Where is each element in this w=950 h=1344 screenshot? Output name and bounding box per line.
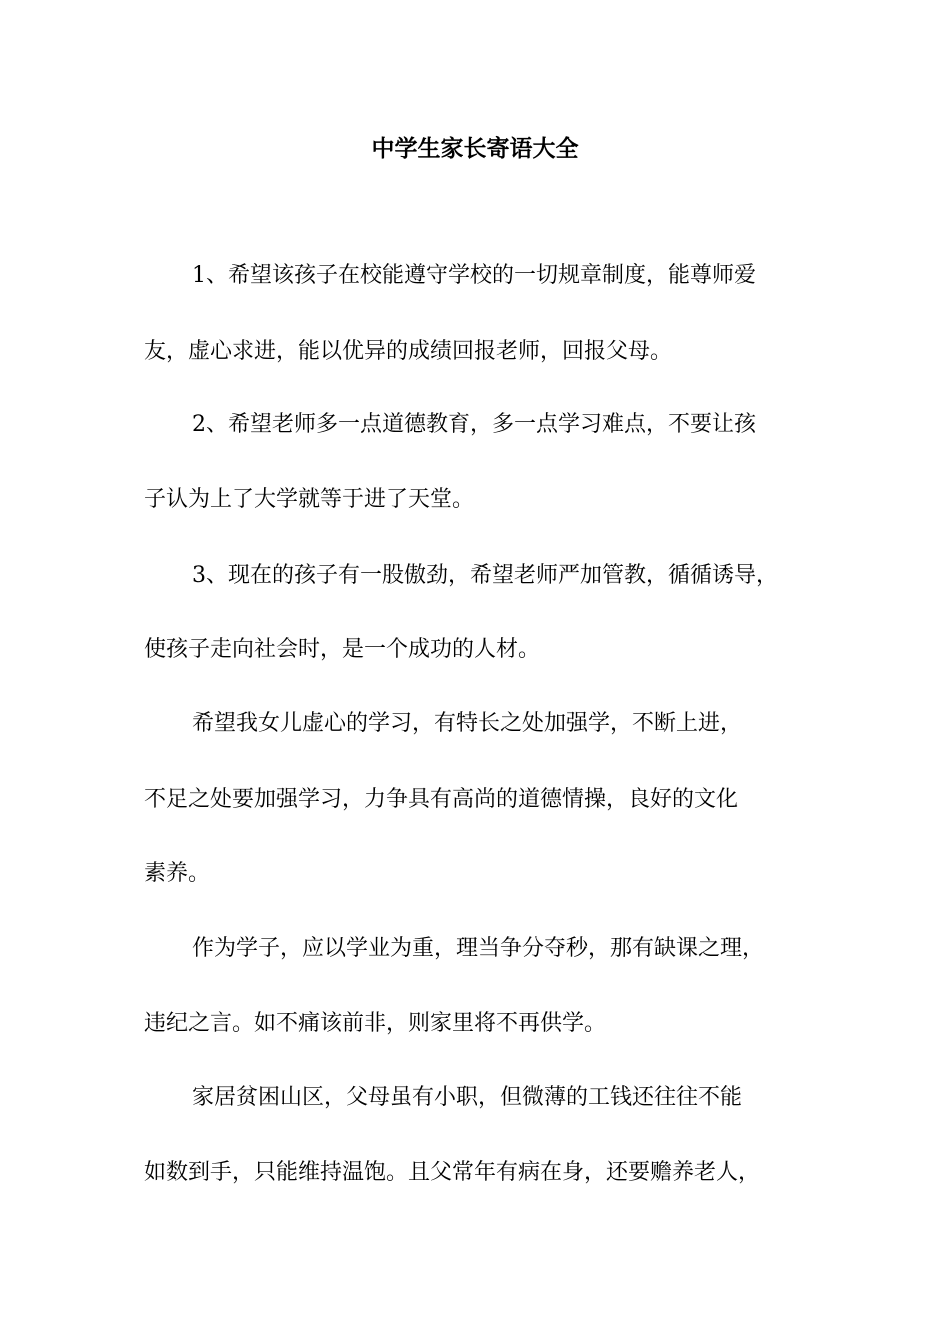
- paragraph-line: 2、希望老师多一点道德教育，多一点学习难点，不要让孩: [192, 412, 756, 437]
- paragraph-line: 子认为上了大学就等于进了天堂。: [144, 487, 475, 512]
- document-title: 中学生家长寄语大全: [371, 135, 579, 162]
- paragraph-line: 希望我女儿虚心的学习，有特长之处加强学，不断上进，: [192, 711, 743, 736]
- paragraph-line: 违纪之言。如不痛该前非，则家里将不再供学。: [144, 1011, 607, 1036]
- paragraph-line: 素养。: [144, 861, 211, 886]
- paragraph-line: 1、希望该孩子在校能遵守学校的一切规章制度，能尊师爱: [192, 263, 756, 288]
- paragraph-line: 使孩子走向社会时，是一个成功的人材。: [144, 637, 541, 662]
- paragraph-line: 3、现在的孩子有一股傲劲，希望老师严加管教，循循诱导，: [192, 563, 778, 588]
- paragraph-line: 家居贫困山区，父母虽有小职，但微薄的工钱还往往不能: [192, 1085, 743, 1110]
- paragraph-line: 如数到手，只能维持温饱。且父常年有病在身，还要赡养老人，: [144, 1160, 761, 1185]
- paragraph-line: 不足之处要加强学习，力争具有高尚的道德情操，良好的文化: [144, 787, 739, 812]
- paragraph-line: 作为学子，应以学业为重，理当争分夺秒，那有缺课之理，: [192, 936, 765, 961]
- paragraph-line: 友，虚心求进，能以优异的成绩回报老师，回报父母。: [144, 339, 673, 364]
